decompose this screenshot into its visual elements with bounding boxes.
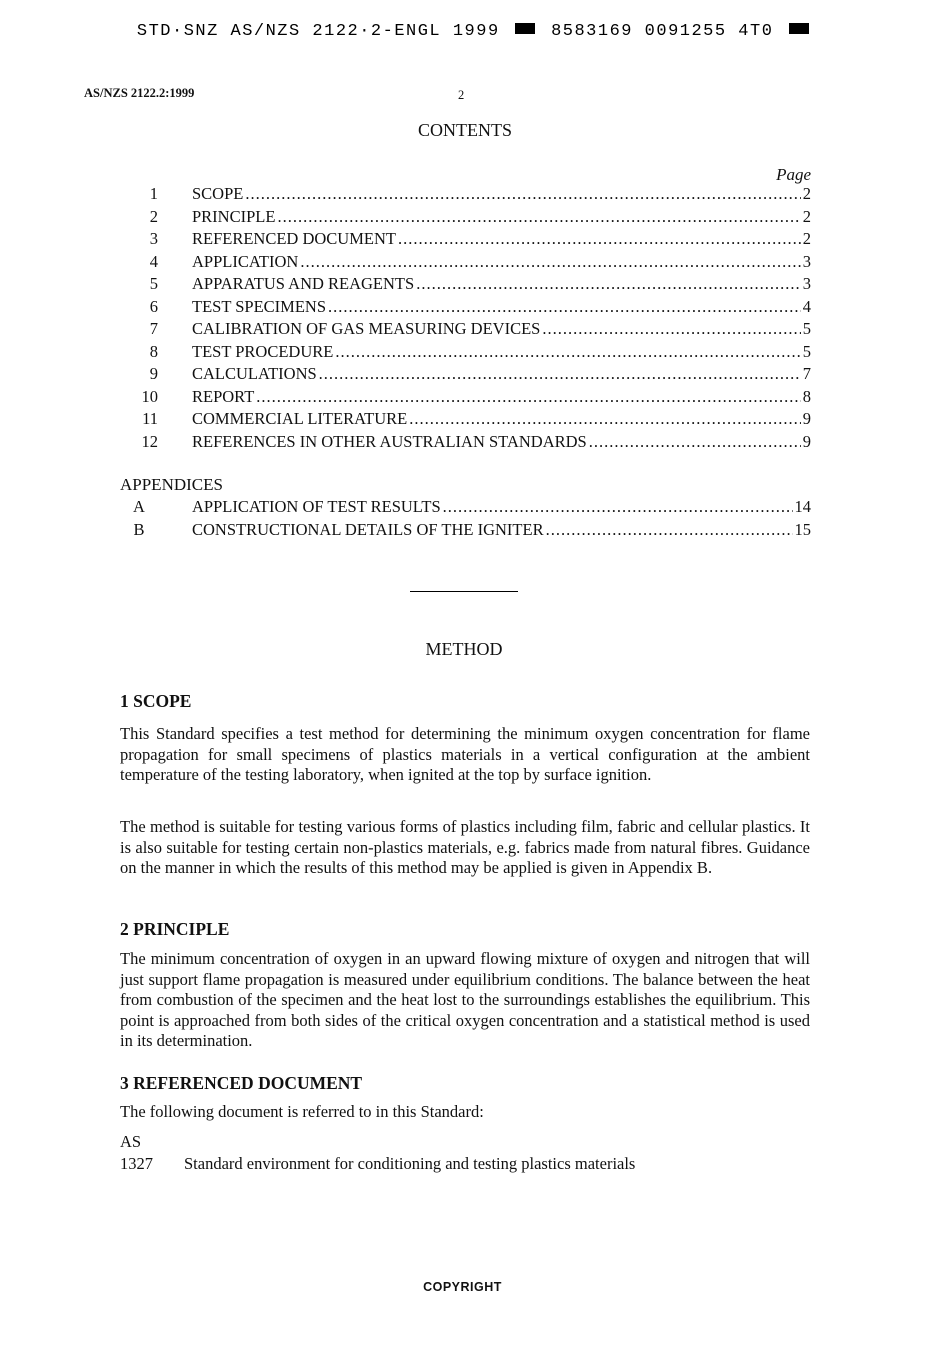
toc-entry-number: 8 <box>149 341 158 361</box>
toc-entry-title: SCOPE <box>192 184 244 203</box>
scope-paragraph-1: This Standard specifies a test method for determining the minimum oxygen concentration for flame propagation for small specimens of plastics materials in a vertical configuration at the ambient temperature of the testing laboratory, when ignited at the top by surface ignition. <box>120 724 810 785</box>
toc-entry-number: 6 <box>149 296 158 316</box>
toc-appendix-a[interactable] <box>120 497 811 520</box>
toc-leader <box>546 520 793 540</box>
toc-entry-number: 2 <box>149 206 158 226</box>
contents-title: CONTENTS <box>418 120 512 140</box>
stamp-right-text: 8583169 0091255 4T0 <box>551 22 774 41</box>
toc-entry-title: REFERENCED DOCUMENT <box>192 229 396 248</box>
toc-entry-title: PRINCIPLE <box>192 206 276 226</box>
toc-entry-number: 5 <box>149 274 158 293</box>
toc-entry-number: 12 <box>141 431 158 451</box>
toc-entry-number: 7 <box>149 319 158 338</box>
toc-entry-title: TEST SPECIMENS <box>192 296 327 316</box>
stamp-block-2 <box>789 23 809 34</box>
toc-entry-calculations[interactable] <box>120 364 811 387</box>
scope-heading: 1 SCOPE <box>120 691 192 711</box>
reference-title: Standard environment for conditioning and testing plastics materials <box>184 1154 636 1173</box>
toc-leader <box>335 342 800 362</box>
toc-entry-page: 15 <box>794 519 811 539</box>
stamp-block-1 <box>515 23 535 34</box>
toc-leader <box>319 364 801 384</box>
toc-entry-title: REPORT <box>192 386 255 406</box>
toc-leader <box>277 207 800 227</box>
toc-entry-title: COMMERCIAL LITERATURE <box>192 409 408 428</box>
toc-entry-title: CALIBRATION OF GAS MEASURING DEVICES <box>192 319 541 338</box>
appendices-title: APPENDICES <box>120 475 223 494</box>
toc-entry-title: APPARATUS AND REAGENTS <box>192 274 415 293</box>
referenced-intro: The following document is referred to in this Standard: <box>120 1102 484 1121</box>
toc-entry-number: A <box>133 497 145 516</box>
section-divider <box>410 591 518 592</box>
toc-entry-title: TEST PROCEDURE <box>192 341 334 361</box>
toc-entry-page: 2 <box>802 206 811 226</box>
appendix-list <box>120 497 811 542</box>
toc-leader <box>398 229 801 249</box>
toc-entry-title: APPLICATION OF TEST RESULTS <box>192 497 441 516</box>
copyright-footer: COPYRIGHT <box>423 1280 502 1294</box>
toc-entry-number: 3 <box>149 229 158 248</box>
toc-entry-test-specimens[interactable] <box>120 297 811 320</box>
toc-entry-referenced-document[interactable] <box>120 229 811 252</box>
toc-entry-test-procedure[interactable] <box>120 342 811 365</box>
toc-leader <box>245 184 800 204</box>
toc-entry-page: 14 <box>794 497 811 516</box>
toc-entry-commercial-literature[interactable] <box>120 409 811 432</box>
stamp-left-text: STD·SNZ AS/NZS 2122·2-ENGL 1999 <box>136 22 500 41</box>
toc-leader <box>256 387 800 407</box>
toc-entry-page: 2 <box>802 229 811 248</box>
scope-paragraph-2: The method is suitable for testing various forms of plastics including film, fabric and cellular plastics. It is also suitable for testing certain non-plastics materials, e.g. fabrics made from natural fibres. Guidance on the manner in which the results of this method may be applied is given in Appendix B. <box>120 817 810 878</box>
toc-leader <box>542 319 800 339</box>
toc-leader <box>443 497 793 517</box>
toc-entry-references[interactable] <box>120 432 811 455</box>
toc-entry-page: 2 <box>802 184 811 203</box>
method-title: METHOD <box>425 639 503 659</box>
reference-number: 1327 <box>120 1154 153 1173</box>
toc-appendix-b[interactable] <box>120 520 811 543</box>
toc-leader <box>409 409 800 429</box>
toc-leader <box>328 297 801 317</box>
toc-entry-number: 4 <box>149 251 158 271</box>
toc-entry-page: 7 <box>802 364 811 383</box>
document-id: AS/NZS 2122.2:1999 <box>84 86 195 100</box>
principle-paragraph: The minimum concentration of oxygen in an upward flowing mixture of oxygen and nitrogen that will just support flame propagation is measured under equilibrium conditions. The balance between the heat from combustion of the specimen and the heat lost to the surroundings establishes the equilibrium. This point is approached from both sides of the critical oxygen concentration and a statistical method is used in its determination. <box>120 949 810 1051</box>
toc-entry-apparatus[interactable] <box>120 274 811 297</box>
toc-entry-number: 1 <box>149 184 158 203</box>
reference-series: AS <box>120 1132 142 1151</box>
toc-entry-page: 9 <box>802 431 811 451</box>
toc-leader <box>300 252 800 272</box>
toc-entry-calibration[interactable] <box>120 319 811 342</box>
principle-heading: 2 PRINCIPLE <box>120 919 230 939</box>
toc-entry-page: 3 <box>802 274 811 293</box>
toc-entry-number: 11 <box>142 409 158 428</box>
toc-entry-title: CALCULATIONS <box>192 364 317 383</box>
toc-entry-scope[interactable] <box>120 184 811 207</box>
page-number: 2 <box>458 88 465 102</box>
toc-entry-page: 3 <box>802 251 811 271</box>
toc-entry-title: CONSTRUCTIONAL DETAILS OF THE IGNITER <box>192 519 544 539</box>
toc-entry-number: B <box>133 519 145 539</box>
toc-entry-title: REFERENCES IN OTHER AUSTRALIAN STANDARDS <box>192 431 587 451</box>
page-column-label: Page <box>776 165 811 184</box>
toc-leader <box>416 274 801 294</box>
toc-entry-principle[interactable] <box>120 207 811 230</box>
toc-entry-report[interactable] <box>120 387 811 410</box>
toc-entry-page: 4 <box>802 296 811 316</box>
toc-entry-page: 9 <box>802 409 811 428</box>
scan-stamp <box>0 22 950 41</box>
toc-leader <box>589 432 801 452</box>
toc-entry-page: 5 <box>802 319 811 338</box>
toc-list <box>120 184 811 454</box>
toc-entry-number: 10 <box>141 386 158 406</box>
toc-entry-application[interactable] <box>120 252 811 275</box>
toc-entry-page: 8 <box>802 386 811 406</box>
toc-entry-page: 5 <box>802 341 811 361</box>
toc-entry-title: APPLICATION <box>192 251 299 271</box>
toc-entry-number: 9 <box>149 364 158 383</box>
referenced-document-heading: 3 REFERENCED DOCUMENT <box>120 1073 363 1093</box>
